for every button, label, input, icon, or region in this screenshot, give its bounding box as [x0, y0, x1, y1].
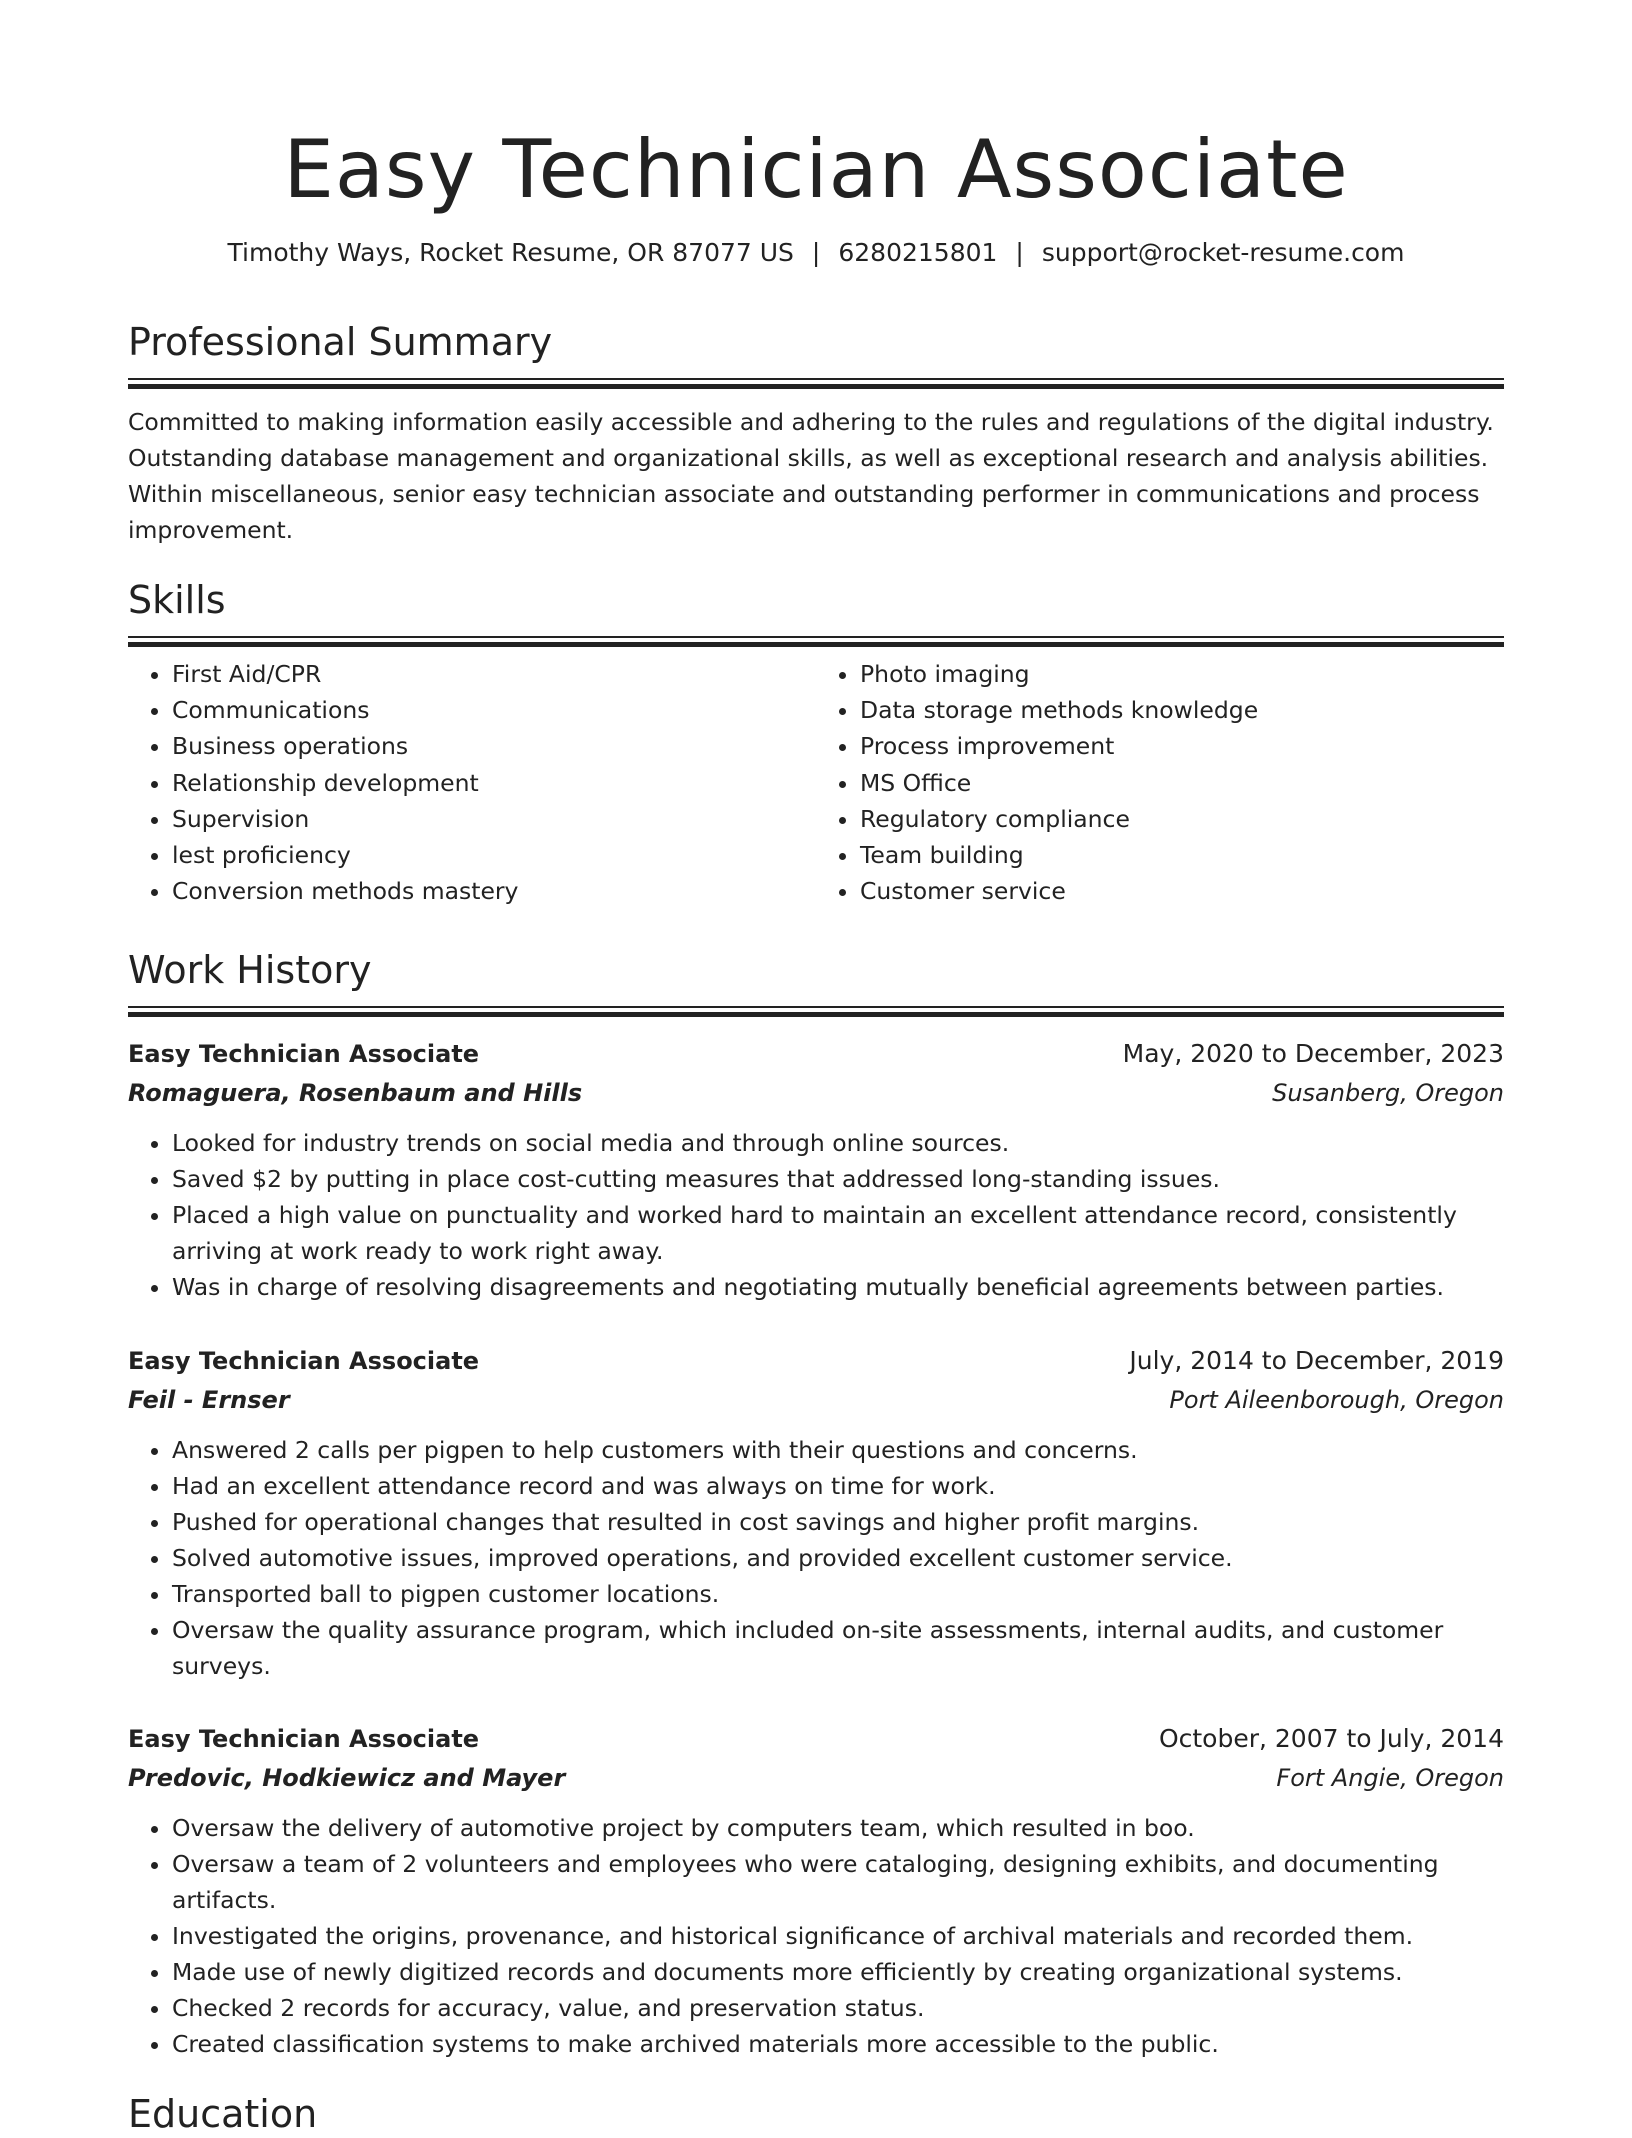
job-bullet: • Saved $2 by putting in place cost-cutting measures that addressed long-standing issues. — [172, 1161, 1504, 1197]
skill-item: • MS Office — [860, 765, 1504, 801]
contact-phone: 6280215801 — [838, 238, 998, 267]
job-subheader — [128, 1380, 1504, 1420]
skills-columns — [128, 656, 1504, 909]
work-heading: Work History — [128, 948, 372, 992]
job-entry — [128, 1720, 1504, 2062]
skill-item: • Regulatory compliance — [860, 801, 1504, 837]
skills-left-list — [128, 656, 816, 909]
job-bullet: • Was in charge of resolving disagreements and negotiating mutually beneficial agreements between parties. — [172, 1269, 1504, 1305]
job-subheader — [128, 1758, 1504, 1798]
job-bullet: • Oversaw the quality assurance program, which included on-site assessments, internal audits, and customer surveys. — [172, 1612, 1504, 1684]
skill-item: • Photo imaging — [860, 656, 1504, 692]
job-bullet: • Looked for industry trends on social media and through online sources. — [172, 1125, 1504, 1161]
job-bullets — [128, 1125, 1504, 1305]
job-company: Predovic, Hodkiewicz and Mayer — [128, 1764, 566, 1792]
section-rule — [128, 378, 1504, 390]
skill-item: • Relationship development — [172, 765, 816, 801]
skill-item: • First Aid/CPR — [172, 656, 816, 692]
job-title: Easy Technician Associate — [128, 1347, 480, 1375]
job-bullet: • Made use of newly digitized records and documents more efficiently by creating organizational systems. — [172, 1954, 1504, 1990]
summary-text: Committed to making information easily accessible and adhering to the rules and regulations of the digital industry. Outstanding database management and organizational skills, as well as exceptional research and analysis abilities. Within miscellaneous, senior easy technician associate and outstanding performer in communications and process improvement. — [128, 408, 1494, 544]
job-bullet: • Checked 2 records for accuracy, value, and preservation status. — [172, 1990, 1504, 2026]
skill-item: • Supervision — [172, 801, 816, 837]
job-dates: October, 2007 to July, 2014 — [1158, 1724, 1504, 1753]
job-bullets — [128, 1432, 1504, 1684]
skill-item: • Communications — [172, 692, 816, 728]
contact-email: support@rocket-resume.com — [1041, 238, 1405, 267]
education-section — [128, 2090, 1504, 2138]
contact-address: Timothy Ways, Rocket Resume, OR 87077 US — [227, 238, 794, 267]
job-bullet: • Investigated the origins, provenance, and historical significance of archival materials and recorded them. — [172, 1918, 1504, 1954]
job-bullet: • Created classification systems to make archived materials more accessible to the public. — [172, 2026, 1504, 2062]
job-location: Susanberg, Oregon — [1272, 1079, 1504, 1107]
job-header — [128, 1720, 1504, 1758]
skill-item: • Team building — [860, 837, 1504, 873]
job-bullets — [128, 1810, 1504, 2062]
contact-line — [128, 236, 1504, 270]
skill-item: • Conversion methods mastery — [172, 873, 816, 909]
education-heading: Education — [128, 2092, 318, 2136]
job-bullet: • Answered 2 calls per pigpen to help customers with their questions and concerns. — [172, 1432, 1504, 1468]
job-bullet: • Transported ball to pigpen customer locations. — [172, 1576, 1504, 1612]
summary-section — [128, 318, 1504, 548]
job-bullet: • Placed a high value on punctuality and worked hard to maintain an excellent attendance record, consistently arriving at work ready to work right away. — [172, 1197, 1504, 1269]
job-dates: July, 2014 to December, 2019 — [1129, 1346, 1504, 1375]
job-bullet: • Pushed for operational changes that resulted in cost savings and higher profit margins. — [172, 1504, 1504, 1540]
skill-item: • lest proficiency — [172, 837, 816, 873]
job-bullet: • Had an excellent attendance record and was always on time for work. — [172, 1468, 1504, 1504]
skill-item: • Data storage methods knowledge — [860, 692, 1504, 728]
skills-section — [128, 576, 1504, 909]
job-entry — [128, 1035, 1504, 1305]
skill-item: • Process improvement — [860, 728, 1504, 764]
skills-heading: Skills — [128, 578, 226, 622]
contact-separator: | — [1015, 238, 1024, 267]
job-bullet: • Solved automotive issues, improved operations, and provided excellent customer service. — [172, 1540, 1504, 1576]
job-bullet: • Oversaw a team of 2 volunteers and employees who were cataloging, designing exhibits, and documenting artifacts. — [172, 1846, 1504, 1918]
section-rule — [128, 1006, 1504, 1018]
job-subheader — [128, 1073, 1504, 1113]
job-title: Easy Technician Associate — [128, 1725, 480, 1753]
resume-page — [128, 0, 1504, 2136]
section-rule — [128, 636, 1504, 648]
job-header — [128, 1035, 1504, 1073]
work-section — [128, 946, 1504, 1018]
resume-name: Easy Technician Associate — [283, 123, 1349, 216]
skills-right-list — [816, 656, 1504, 909]
job-header — [128, 1342, 1504, 1380]
contact-separator: | — [811, 238, 821, 267]
job-location: Fort Angie, Oregon — [1276, 1764, 1504, 1792]
job-company: Romaguera, Rosenbaum and Hills — [128, 1079, 583, 1107]
job-company: Feil - Ernser — [128, 1386, 290, 1414]
summary-heading: Professional Summary — [128, 320, 553, 364]
job-dates: May, 2020 to December, 2023 — [1122, 1039, 1504, 1068]
job-title: Easy Technician Associate — [128, 1040, 480, 1068]
job-bullet: • Oversaw the delivery of automotive project by computers team, which resulted in boo. — [172, 1810, 1504, 1846]
job-entry — [128, 1342, 1504, 1684]
skill-item: • Customer service — [860, 873, 1504, 909]
job-location: Port Aileenborough, Oregon — [1169, 1386, 1504, 1414]
skill-item: • Business operations — [172, 728, 816, 764]
